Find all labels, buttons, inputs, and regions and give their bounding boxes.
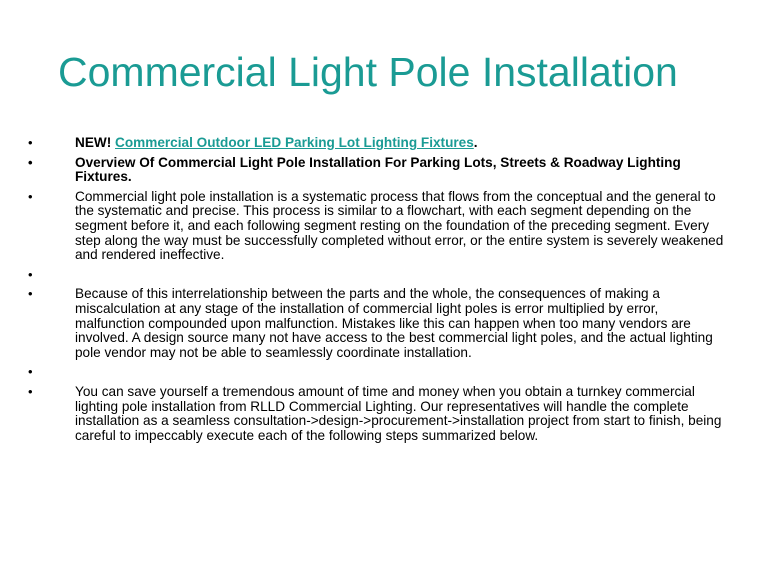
link-trailing-period: . bbox=[473, 135, 478, 150]
bullet-list bbox=[28, 136, 728, 448]
new-label: NEW! bbox=[75, 135, 112, 150]
led-fixtures-link[interactable]: Commercial Outdoor LED Parking Lot Lighting Fixtures bbox=[115, 135, 474, 150]
turnkey-paragraph: You can save yourself a tremendous amount of time and money when you obtain a turnkey commercial lighting pole installation from RLLD Commercial Lighting. Our representatives will handle the complete installation as a seamless consultation->design->procurement->installation project from start to finish, being careful to impeccably execute each of the following steps summarized below. bbox=[75, 383, 722, 443]
bullet-icon: • bbox=[28, 135, 33, 150]
bullet-icon: • bbox=[28, 383, 33, 399]
bullet-icon: • bbox=[28, 266, 33, 282]
bullet-item-process bbox=[28, 190, 728, 263]
process-paragraph: Commercial light pole installation is a systematic process that flows from the conceptual and the general to the systematic and precise. This process is similar to a flowchart, with each segment depending on the segment before it, and each following segment resting on the foundation of the preceding segment. Every step along the way must be successfully completed without error, or the entire system is severely weakened and rendered ineffective. bbox=[75, 188, 724, 263]
overview-heading: Overview Of Commercial Light Pole Installation For Parking Lots, Streets & Roadway Lighting Fixtures. bbox=[75, 154, 681, 185]
bullet-icon: • bbox=[28, 188, 33, 204]
bullet-item-empty bbox=[28, 365, 728, 380]
bullet-item-empty bbox=[28, 268, 728, 283]
bullet-item-overview bbox=[28, 156, 728, 185]
interrelationship-paragraph: Because of this interrelationship between the parts and the whole, the consequences of making a miscalculation at any stage of the installation of commercial light poles is error multiplied by error, malfunction compounded upon malfunction. Mistakes like this can happen when too many vendors are involved. A design source many not have access to the best commercial light poles, and the actual lighting pole vendor may not be able to seamlessly coordinate installation. bbox=[75, 286, 713, 360]
slide-title: Commercial Light Pole Installation bbox=[58, 49, 678, 95]
bullet-icon: • bbox=[28, 154, 33, 170]
bullet-item-interrelationship bbox=[28, 287, 728, 360]
bullet-item-new bbox=[28, 136, 728, 151]
bullet-icon: • bbox=[28, 286, 33, 302]
bullet-item-turnkey bbox=[28, 385, 728, 443]
bullet-icon: • bbox=[28, 364, 33, 380]
